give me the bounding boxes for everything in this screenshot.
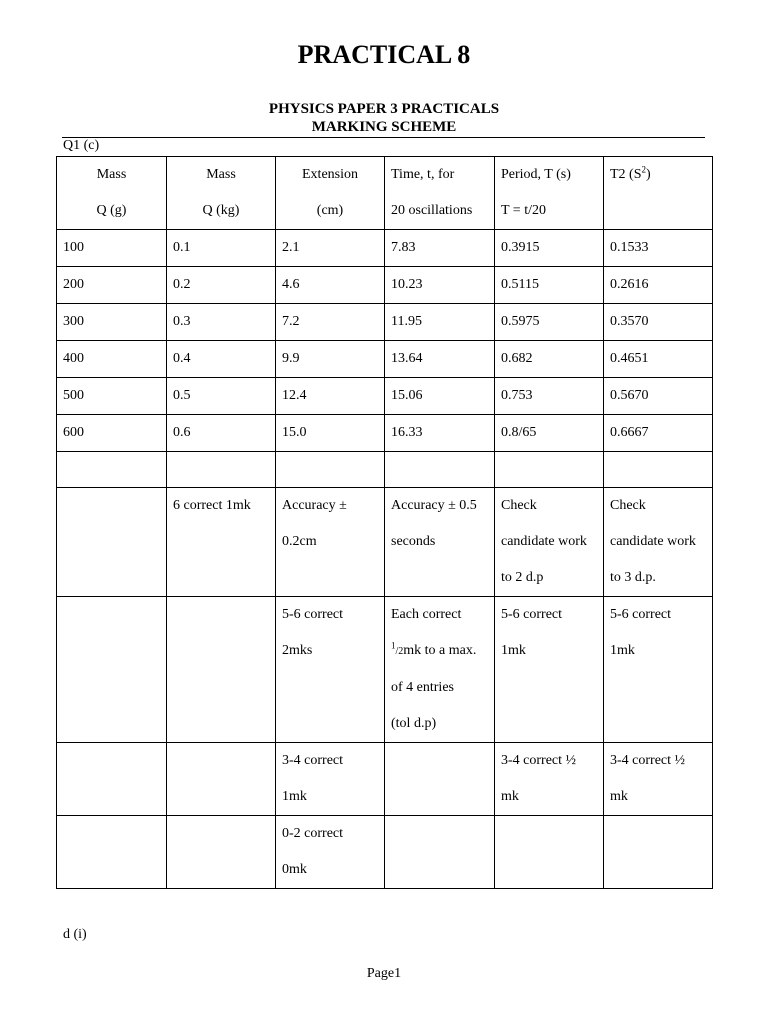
cell-extension: 4.6 <box>276 267 385 304</box>
scheme-extension-5-6: 5-6 correct 2mks <box>276 597 385 743</box>
header-divider <box>62 137 705 138</box>
cell-t-squared: 0.4651 <box>604 341 713 378</box>
cell-t-squared: 0.6667 <box>604 415 713 452</box>
header-time: Time, t, for 20 oscillations <box>385 157 495 230</box>
scheme-extension-0-2: 0-2 correct 0mk <box>276 816 385 889</box>
cell-time: 10.23 <box>385 267 495 304</box>
marking-scheme-subtitle: MARKING SCHEME <box>311 119 457 135</box>
empty-row <box>57 452 713 488</box>
cell-extension: 2.1 <box>276 230 385 267</box>
scheme-period-check: Check candidate work to 2 d.p <box>495 488 604 597</box>
cell-mass-kg: 0.4 <box>167 341 276 378</box>
scheme-t2-5-6: 5-6 correct 1mk <box>604 597 713 743</box>
cell-period: 0.753 <box>495 378 604 415</box>
cell-t-squared: 0.5670 <box>604 378 713 415</box>
scheme-mass-correct: 6 correct 1mk <box>167 488 276 597</box>
cell-t-squared: 0.3570 <box>604 304 713 341</box>
paper-subtitle: PHYSICS PAPER 3 PRACTICALS <box>268 101 500 117</box>
cell-mass-kg: 0.2 <box>167 267 276 304</box>
table-header-row <box>57 157 713 230</box>
cell-time: 16.33 <box>385 415 495 452</box>
scheme-row-accuracy <box>57 488 713 597</box>
scheme-extension-accuracy: Accuracy ± 0.2cm <box>276 488 385 597</box>
scheme-t2-3-4: 3-4 correct ½ mk <box>604 743 713 816</box>
scheme-extension-3-4: 3-4 correct 1mk <box>276 743 385 816</box>
cell-mass-kg: 0.3 <box>167 304 276 341</box>
cell-mass-g: 300 <box>57 304 167 341</box>
cell-extension: 12.4 <box>276 378 385 415</box>
scheme-period-5-6: 5-6 correct 1mk <box>495 597 604 743</box>
cell-period: 0.3915 <box>495 230 604 267</box>
cell-extension: 9.9 <box>276 341 385 378</box>
cell-mass-g: 500 <box>57 378 167 415</box>
table-row <box>57 341 713 378</box>
table-row <box>57 415 713 452</box>
results-table <box>56 156 713 889</box>
cell-mass-kg: 0.5 <box>167 378 276 415</box>
cell-t-squared: 0.1533 <box>604 230 713 267</box>
table-row <box>57 378 713 415</box>
cell-mass-g: 600 <box>57 415 167 452</box>
cell-mass-kg: 0.6 <box>167 415 276 452</box>
cell-period: 0.5975 <box>495 304 604 341</box>
scheme-period-3-4: 3-4 correct ½ mk <box>495 743 604 816</box>
cell-time: 11.95 <box>385 304 495 341</box>
table-row <box>57 230 713 267</box>
cell-t-squared: 0.2616 <box>604 267 713 304</box>
scheme-time-accuracy: Accuracy ± 0.5 seconds <box>385 488 495 597</box>
cell-period: 0.8/65 <box>495 415 604 452</box>
question-d-label: d (i) <box>63 927 87 942</box>
header-mass-g: Mass Q (g) <box>57 157 167 230</box>
cell-extension: 15.0 <box>276 415 385 452</box>
scheme-time-each: Each correct $^1$/2mk to a max. of 4 entries (tol d.p) <box>385 597 495 743</box>
page-number: Page1 <box>366 966 402 981</box>
table-row <box>57 267 713 304</box>
scheme-row-3-4 <box>57 743 713 816</box>
scheme-row-5-6 <box>57 597 713 743</box>
cell-mass-kg: 0.1 <box>167 230 276 267</box>
cell-extension: 7.2 <box>276 304 385 341</box>
cell-period: 0.682 <box>495 341 604 378</box>
cell-time: 13.64 <box>385 341 495 378</box>
header-extension: Extension (cm) <box>276 157 385 230</box>
cell-mass-g: 100 <box>57 230 167 267</box>
cell-mass-g: 200 <box>57 267 167 304</box>
scheme-row-0-2 <box>57 816 713 889</box>
header-period: Period, T (s) T = t/20 <box>495 157 604 230</box>
header-t-squared: T2 $(S^2)$ <box>604 157 713 230</box>
scheme-t2-check: Check candidate work to 3 d.p. <box>604 488 713 597</box>
page-title: PRACTICAL 8 <box>297 40 471 69</box>
cell-time: 7.83 <box>385 230 495 267</box>
question-label: Q1 (c) <box>63 138 100 153</box>
cell-mass-g: 400 <box>57 341 167 378</box>
cell-period: 0.5115 <box>495 267 604 304</box>
header-mass-kg: Mass Q (kg) <box>167 157 276 230</box>
cell-time: 15.06 <box>385 378 495 415</box>
table-row <box>57 304 713 341</box>
